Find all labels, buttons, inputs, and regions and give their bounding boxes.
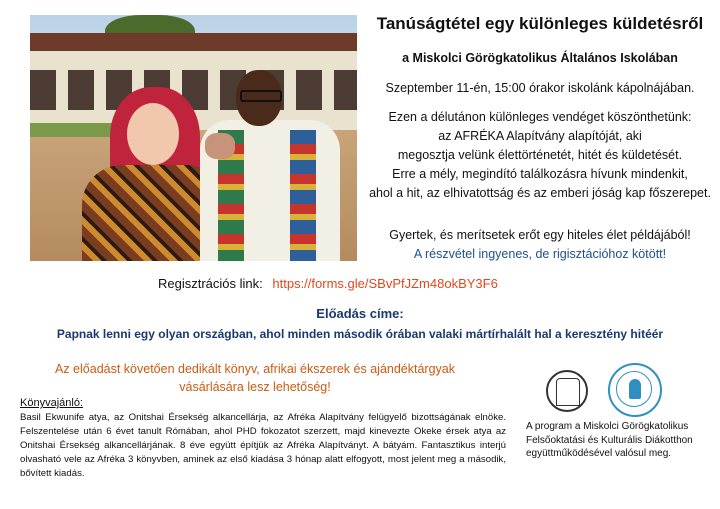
book-heading: Könyvajánló: — [20, 397, 83, 409]
intro-line: Ezen a délutánon különleges vendéget köszönthetünk: — [388, 110, 692, 124]
intro-line: ahol a hit, az elhivatottság és az emberi jóság kap főszerepet. — [369, 186, 711, 200]
dormitory-logo-icon — [608, 363, 662, 417]
intro-line: Erre a mély, megindító találkozásra hívunk mindenkit, — [392, 167, 688, 181]
intro-text — [360, 108, 720, 203]
sale-line: Az előadást követően dedikált könyv, afrikai ékszerek és ajándéktárgyak — [55, 362, 455, 376]
lecture-title: Papnak lenni egy olyan országban, ahol minden második órában valaki mártírhalált hal a keresztény hitéér — [56, 327, 664, 341]
invite-line: Gyertek, és merítsetek erőt egy hiteles élet példájából! — [389, 228, 691, 242]
date-line: Szeptember 11-én, 15:00 órakor iskolánk kápolnájában. — [385, 81, 695, 95]
page-title: Tanúságtétel egy különleges küldetésről — [376, 14, 704, 33]
priest-stole-right — [290, 130, 316, 261]
school-logo-icon — [546, 370, 588, 412]
book-text: Basil Ekwunife atya, az Onitshai Érsekség alkancellárja, az Afréka Alapítvány felügyelő bizottságának elnöke. Felszentelése után 6 évet tanult Rómában, ahol PHD fokozatot szerzett, majd kinevezte Okeke érsek atya az Onitshai Érsekség alkancellárjának. 8 éve együtt építjük az Afréka Alapítványt. A bátyám. Fantasztikus interjú olvasható vele az Afréka 3 könyvben, aminek az első kiadása 3 hónap alatt elfogyott, most jelent meg a második, bővített kiadás. — [20, 412, 506, 479]
woman-face — [127, 103, 179, 165]
school-name: a Miskolci Görögkatolikus Általános Iskolában — [402, 51, 678, 65]
intro-line: megosztja velünk élettörténetét, hitét és küldetését. — [397, 148, 683, 162]
intro-line: az AFRÉKA Alapítvány alapítóját, aki — [438, 129, 642, 143]
sale-note — [20, 360, 490, 396]
joined-hands — [205, 133, 235, 159]
sale-line: vásárlására lesz lehetőség! — [179, 380, 331, 394]
event-photo — [30, 15, 357, 261]
lecture-heading: Előadás címe: — [316, 306, 404, 321]
free-note: A részvétel ingyenes, de rigisztációhoz kötött! — [413, 247, 667, 261]
registration-link[interactable]: https://forms.gle/SBvPfJZm48okBY3F6 — [272, 276, 498, 291]
registration-row — [158, 276, 498, 291]
glasses-icon — [240, 90, 282, 102]
registration-label: Regisztrációs link: — [158, 276, 263, 291]
building-roof — [30, 33, 357, 51]
program-note: A program a Miskolci Görögkatolikus Felsőoktatási és Kulturális Diákotthon együttműködésével valósul meg. — [526, 421, 693, 459]
building-windows — [30, 70, 357, 110]
